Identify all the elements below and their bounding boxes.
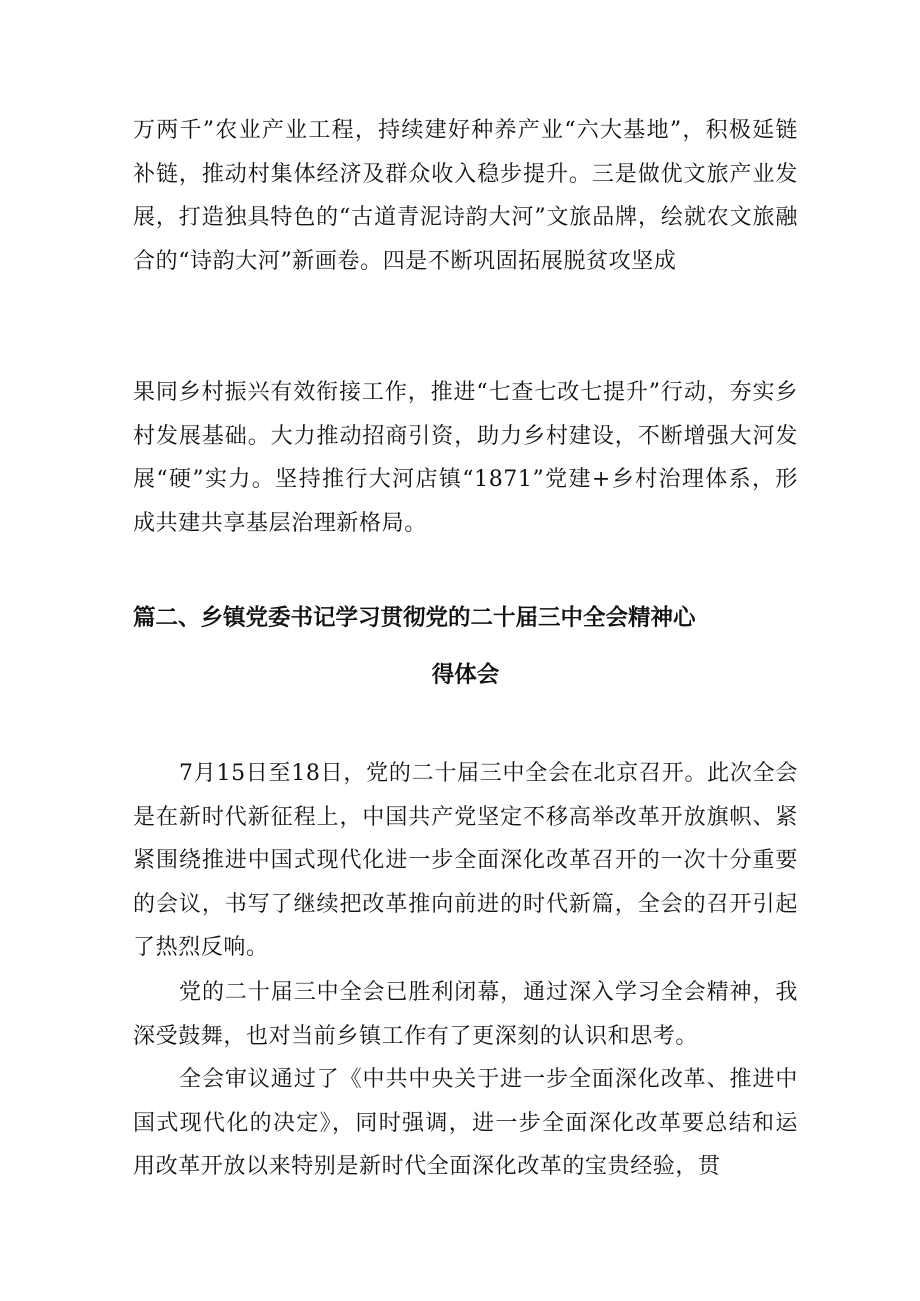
section-heading xyxy=(133,590,798,704)
paragraph-rural-revitalization: 果同乡村振兴有效衔接工作，推进“七查七改七提升”行动，夯实乡村发展基础。大力推动招商引资，助力乡村建设，不断增强大河发展“硬”实力。坚持推行大河店镇“1871”党建+乡村治理体系，形成共建共享基层治理新格局。 xyxy=(133,380,798,536)
paragraph-plenum-decision: 全会审议通过了《中共中央关于进一步全面深化改革、推进中国式现代化的决定》，同时强调，进一步全面深化改革要总结和运用改革开放以来特别是新时代全面深化改革的宝贵经验，贯 xyxy=(133,1067,798,1180)
paragraph-plenum-reflection: 党的二十届三中全会已胜利闭幕，通过深入学习全会精神，我深受鼓舞，也对当前乡镇工作有了更深刻的认识和思考。 xyxy=(133,980,798,1049)
paragraph-plenum-intro: 7月15日至18日，党的二十届三中全会在北京召开。此次全会是在新时代新征程上，中国共产党坚定不移高举改革开放旗帜、紧紧围绕推进中国式现代化进一步全面深化改革召开的一次十分重要的会议，书写了继续把改革推向前进的时代新篇，全会的召开引起了热烈反响。 xyxy=(133,761,798,961)
paragraph-rural-industry: 万两千”农业产业工程，持续建好种养产业“六大基地”，积极延链补链，推动村集体经济及群众收入稳步提升。三是做优文旅产业发展，打造独具特色的“古道青泥诗韵大河”文旅品牌，绘就农文旅融合的“诗韵大河”新画卷。四是不断巩固拓展脱贫攻坚成 xyxy=(133,118,798,274)
section-heading-line2: 得体会 xyxy=(431,662,500,688)
section-heading-line1: 篇二、乡镇党委书记学习贯彻党的二十届三中全会精神心 xyxy=(133,605,696,631)
